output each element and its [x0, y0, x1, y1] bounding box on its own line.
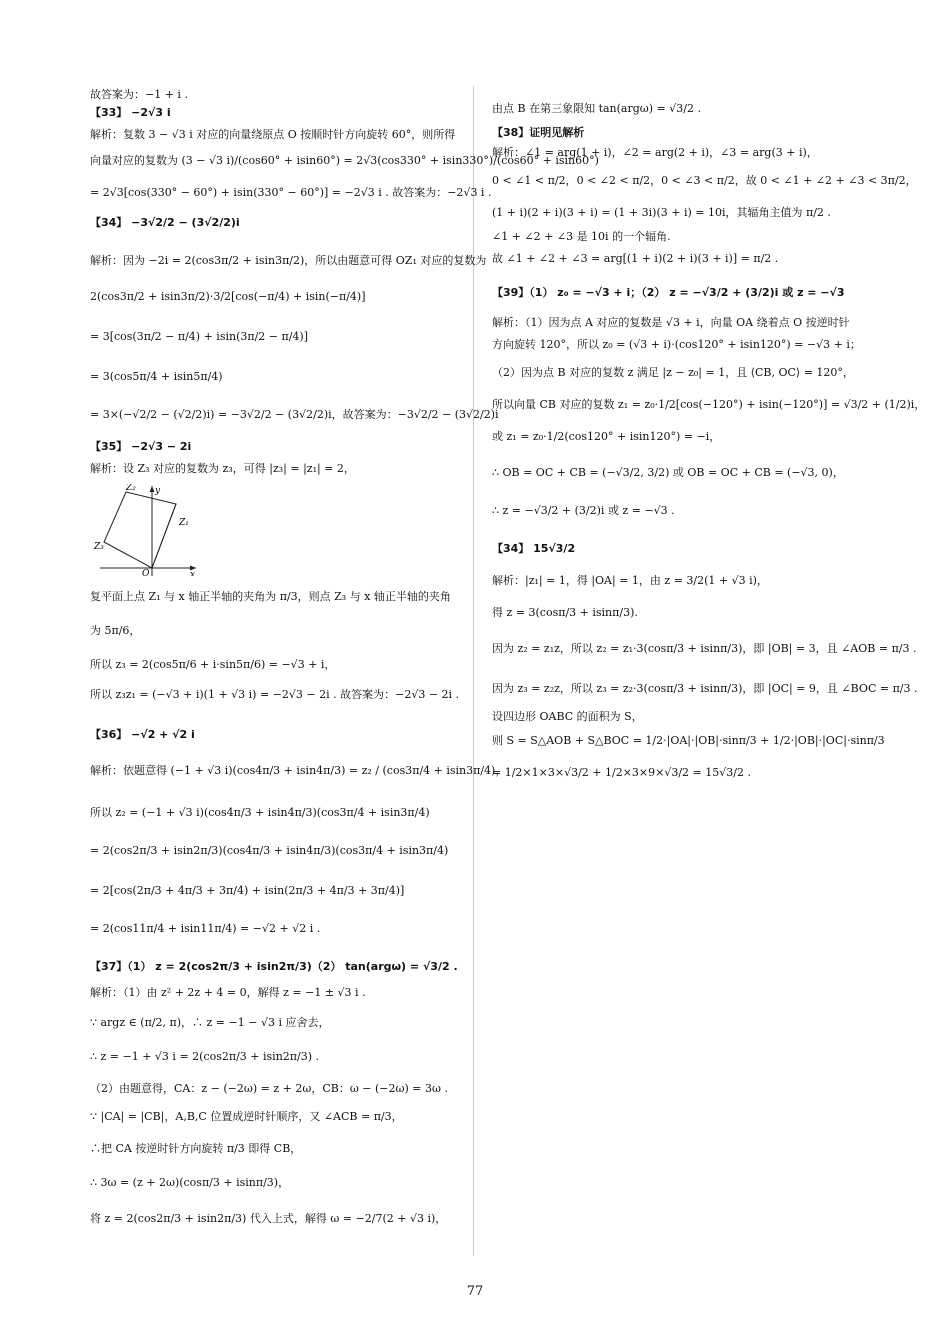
text-line: 所以 z₃ = 2(cos5π/6 + i·sin5π/6) = −√3 + i，	[90, 658, 336, 671]
text-line: 所以 z₂ = (−1 + √3 i)(cos4π/3 + isin4π/3)(cos3π/4 + isin3π/4)	[90, 806, 430, 819]
text-line: = 2(cos2π/3 + isin2π/3)(cos4π/3 + isin4π/3)(cos3π/4 + isin3π/4)	[90, 844, 449, 857]
text-line: 0 < ∠1 < π/2，0 < ∠2 < π/2，0 < ∠3 < π/2，故 0 < ∠1 + ∠2 + ∠3 < 3π/2，	[492, 174, 917, 187]
text-line: 解析：∠1 = arg(1 + i)，∠2 = arg(2 + i)，∠3 = arg(3 + i)，	[492, 146, 818, 159]
text-line: 故 ∠1 + ∠2 + ∠3 = arg[(1 + i)(2 + i)(3 + i)] = π/2 .	[492, 252, 779, 265]
answer-heading-39: 【39】（1） z₀ = −√3 + i；（2） z = −√3/2 + (3/2)i 或 z = −√3	[492, 286, 845, 299]
text-line: 复平面上点 Z₁ 与 x 轴正半轴的夹角为 π/3，则点 Z₃ 与 x 轴正半轴的夹角	[90, 590, 451, 603]
text-line: = 3[cos(3π/2 − π/4) + isin(3π/2 − π/4)]	[90, 330, 309, 343]
text-line: 向量对应的复数为 (3 − √3 i)/(cos60° + isin60°) = 2√3(cos330° + isin330°)/(cos60° + isin60°)	[90, 154, 599, 167]
text-line: 解析：（1）由 z² + 2z + 4 = 0，解得 z = −1 ± √3 i .	[90, 986, 366, 999]
answer-heading-34: 【34】 −3√2/2 − (3√2/2)i	[90, 216, 240, 229]
y-axis-arrow-icon	[150, 486, 155, 492]
text-line: 将 z = 2(cos2π/3 + isin2π/3) 代入上式，解得 ω = −2/7(2 + √3 i)，	[90, 1212, 447, 1225]
label-origin: O	[142, 569, 150, 576]
text-line: 由点 B 在第三象限知 tan(argω) = √3/2 .	[492, 102, 701, 115]
text-line: ∴ 3ω = (z + 2ω)(cosπ/3 + isinπ/3)，	[90, 1176, 290, 1189]
text-line: 或 z₁ = z₀·1/2(cos120° + isin120°) = −i，	[492, 430, 721, 443]
text-line: = 2(cos11π/4 + isin11π/4) = −√2 + √2 i .	[90, 922, 321, 935]
text-line: 因为 z₃ = z₂z，所以 z₃ = z₂·3(cosπ/3 + isinπ/3)，即 |OC| = 9，且 ∠BOC = π/3 .	[492, 682, 918, 695]
text-line: ∴ z = −1 + √3 i = 2(cos2π/3 + isin2π/3) .	[90, 1050, 320, 1063]
text-line: 2(cos3π/2 + isin3π/2)·3/2[cos(−π/4) + isin(−π/4)]	[90, 290, 366, 303]
text-line: ∠1 + ∠2 + ∠3 是 10i 的一个辐角.	[492, 230, 671, 243]
text-line: （2）由题意得，CA：z − (−2ω) = z + 2ω，CB：ω − (−2ω) = 3ω .	[90, 1082, 448, 1095]
answer-heading-37: 【37】（1） z = 2(cos2π/3 + isin2π/3)（2） tan(argω) = √3/2 .	[90, 960, 458, 973]
text-line: 解析：|z₁| = 1，得 |OA| = 1，由 z = 3/2(1 + √3 i)，	[492, 574, 768, 587]
text-line: 解析：复数 3 − √3 i 对应的向量绕原点 O 按顺时针方向旋转 60°，则所得	[90, 128, 456, 141]
text-line: 因为 z₂ = z₁z，所以 z₂ = z₁·3(cosπ/3 + isinπ/3)，即 |OB| = 3，且 ∠AOB = π/3 .	[492, 642, 917, 655]
text-line: 方向旋转 120°，所以 z₀ = (√3 + i)·(cos120° + isin120°) = −√3 + i；	[492, 338, 861, 351]
text-line: ∵ argz ∈ (π/2, π)，∴ z = −1 − √3 i 应舍去，	[90, 1016, 330, 1029]
label-z3: Z₃	[94, 542, 104, 552]
text-line: ∴把 CA 按逆时针方向旋转 π/3 即得 CB，	[90, 1142, 302, 1155]
text-line: 故答案为：−1 + i .	[90, 88, 188, 101]
label-z2: Z₂	[126, 484, 136, 493]
text-line: 解析：因为 −2i = 2(cos3π/2 + isin3π/2)，所以由题意可得 OZ₁ 对应的复数为	[90, 254, 487, 267]
text-line: 解析：依题意得 (−1 + √3 i)(cos4π/3 + isin4π/3) = z₂ / (cos3π/4 + isin3π/4)，	[90, 764, 507, 777]
text-line: ∴ z = −√3/2 + (3/2)i 或 z = −√3 .	[492, 504, 675, 517]
answer-heading-33: 【33】 −2√3 i	[90, 106, 171, 119]
text-line: 所以 z₃z₁ = (−√3 + i)(1 + √3 i) = −2√3 − 2i . 故答案为：−2√3 − 2i .	[90, 688, 460, 701]
text-line: 设四边形 OABC 的面积为 S，	[492, 710, 643, 723]
answer-heading-34b: 【34】 15√3/2	[492, 542, 576, 555]
answer-heading-35: 【35】 −2√3 − 2i	[90, 440, 192, 453]
answer-heading-36: 【36】 −√2 + √2 i	[90, 728, 195, 741]
text-line: ∴ OB = OC + CB = (−√3/2, 3/2) 或 OB = OC + CB = (−√3, 0)，	[492, 466, 844, 479]
text-line: 解析：（1）因为点 A 对应的复数是 √3 + i，向量 OA 绕着点 O 按逆时针	[492, 316, 850, 329]
text-line: = 3(cos5π/4 + isin5π/4)	[90, 370, 223, 383]
text-line: 得 z = 3(cosπ/3 + isinπ/3).	[492, 606, 638, 619]
text-line: （2）因为点 B 对应的复数 z 满足 |z − z₀| = 1，且 ⟨CB, OC⟩ = 120°，	[492, 366, 854, 379]
text-line: 解析：设 Z₃ 对应的复数为 z₃，可得 |z₃| = |z₁| = 2，	[90, 462, 355, 475]
text-line: = 1/2×1×3×√3/2 + 1/2×3×9×√3/2 = 15√3/2 .	[492, 766, 751, 779]
label-x: x	[190, 570, 196, 576]
page-number: 77	[466, 1284, 484, 1299]
square-outline	[104, 492, 176, 568]
text-line: 所以向量 CB 对应的复数 z₁ = z₀·1/2[cos(−120°) + isin(−120°)] = √3/2 + (1/2)i，	[492, 398, 926, 411]
complex-plane-figure	[90, 484, 210, 576]
text-line: = 2[cos(2π/3 + 4π/3 + 3π/4) + isin(2π/3 + 4π/3 + 3π/4)]	[90, 884, 405, 897]
label-y: y	[155, 486, 161, 496]
label-z1: Z₁	[179, 518, 189, 528]
text-line: = 2√3[cos(330° − 60°) + isin(330° − 60°)] = −2√3 i . 故答案为：−2√3 i .	[90, 186, 492, 199]
answer-heading-38: 【38】证明见解析	[492, 126, 585, 139]
text-line: ∵ |CA| = |CB|，A,B,C 位置成逆时针顺序，又 ∠ACB = π/3，	[90, 1110, 403, 1123]
text-line: 则 S = S△AOB + S△BOC = 1/2·|OA|·|OB|·sinπ/3 + 1/2·|OB|·|OC|·sinπ/3	[492, 734, 885, 747]
segment-oz1	[152, 504, 176, 568]
text-line: (1 + i)(2 + i)(3 + i) = (1 + 3i)(3 + i) = 10i，其辐角主值为 π/2 .	[492, 206, 831, 219]
text-line: 为 5π/6，	[90, 624, 141, 637]
text-line: = 3×(−√2/2 − (√2/2)i) = −3√2/2 − (3√2/2)i，故答案为：−3√2/2 − (3√2/2)i	[90, 408, 499, 421]
